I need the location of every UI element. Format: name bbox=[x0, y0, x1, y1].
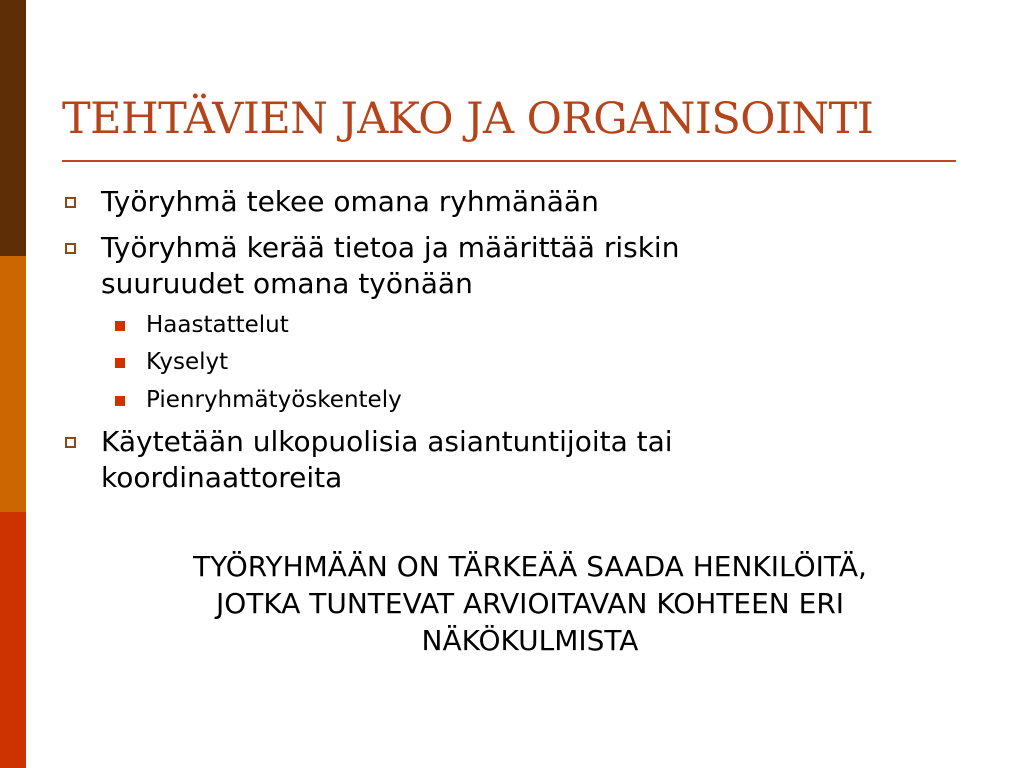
slide-title: TEHTÄVIEN JAKO JA ORGANISOINTI bbox=[62, 94, 874, 144]
filled-square-bullet-icon bbox=[115, 358, 125, 368]
emphasis-line: JOTKA TUNTEVAT ARVIOITAVAN KOHTEEN ERI bbox=[215, 587, 845, 620]
emphasis-statement bbox=[90, 548, 970, 659]
sub-bullet-item bbox=[146, 311, 289, 339]
bullet-item bbox=[101, 184, 599, 220]
bullet-text: Käytetään ulkopuolisia asiantuntijoita tai bbox=[101, 425, 673, 458]
bullet-item bbox=[101, 424, 673, 460]
sub-bullet-text: Kyselyt bbox=[146, 349, 229, 375]
emphasis-line: NÄKÖKULMISTA bbox=[421, 624, 639, 657]
bullet-text: suuruudet omana työnään bbox=[101, 267, 473, 300]
sub-bullet-item bbox=[146, 348, 228, 376]
hollow-square-bullet-icon bbox=[65, 243, 76, 254]
filled-square-bullet-icon bbox=[115, 396, 125, 406]
bullet-text: Työryhmä kerää tietoa ja määrittää riskin bbox=[101, 231, 680, 264]
hollow-square-bullet-icon bbox=[65, 197, 76, 208]
sub-bullet-text: Pienryhmätyöskentely bbox=[146, 387, 402, 413]
bullet-continuation bbox=[101, 266, 473, 302]
sub-bullet-item bbox=[146, 386, 402, 414]
bullet-text: Työryhmä tekee omana ryhmänään bbox=[101, 185, 599, 218]
bullet-continuation bbox=[101, 460, 342, 496]
emphasis-line: TYÖRYHMÄÄN ON TÄRKEÄÄ SAADA HENKILÖITÄ, bbox=[193, 550, 867, 583]
filled-square-bullet-icon bbox=[115, 321, 125, 331]
sub-bullet-text: Haastattelut bbox=[146, 312, 289, 338]
hollow-square-bullet-icon bbox=[65, 437, 76, 448]
bullet-text: koordinaattoreita bbox=[101, 461, 343, 494]
bullet-item bbox=[101, 230, 679, 266]
